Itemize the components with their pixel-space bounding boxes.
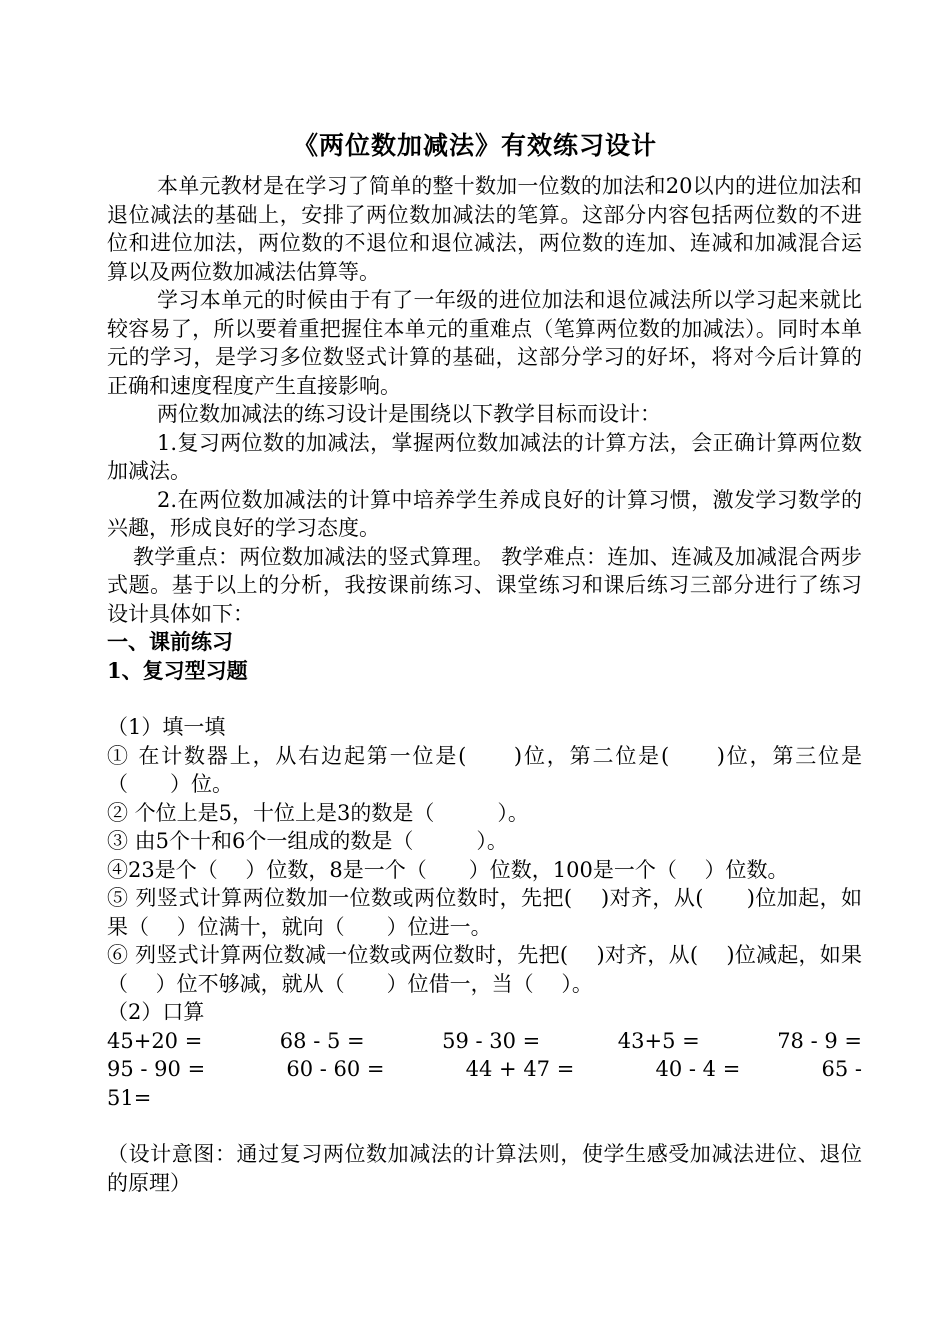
fill-item-6: ⑥ 列竖式计算两位数减一位数或两位数时，先把( )对齐，从( )位减起，如果（ ）位不够减，就从（ ）位借一，当（ ）。 <box>107 943 862 996</box>
intro-paragraph-2: 学习本单元的时候由于有了一年级的进位加法和退位减法所以学习起来就比较容易了，所以要着重把握住本单元的重难点（笔算两位数的加减法）。同时本单元的学习，是学习多位数竖式计算的基础，这部分学习的好坏，将对今后计算的正确和速度程度产生直接影响。 <box>107 288 862 398</box>
fill-item-4: ④23是个（ ）位数，8是一个（ ）位数，100是一个（ ）位数。 <box>107 857 789 882</box>
oral-problem: 95 - 90 = <box>107 1057 206 1081</box>
fill-item-3: ③ 由5个十和6个一组成的数是（ ）。 <box>107 829 508 853</box>
oral-row-2 <box>107 1055 862 1084</box>
goal-item-1: 1.复习两位数的加减法，掌握两位数加减法的计算方法，会正确计算两位数加减法。 <box>107 430 862 483</box>
fill-title: （1）填一填 <box>107 715 226 739</box>
section-heading: 一、课前练习 <box>107 629 233 654</box>
oral-problem: 45+20 = <box>107 1028 203 1053</box>
intro-paragraph-1: 本单元教材是在学习了简单的整十数加一位数的加法和20以内的进位加法和退位减法的基础上，安排了两位数加减法的笔算。这部分内容包括两位数的不进位和进位加法，两位数的不退位和退位减法，两位数的连加、连减和加减混合运算以及两位数加减法估算等。 <box>107 174 862 284</box>
blank-line <box>107 685 862 713</box>
fill-item-2: ② 个位上是5，十位上是3的数是（ ）。 <box>107 800 529 825</box>
oral-title: （2）口算 <box>107 1000 205 1024</box>
goal-intro-paragraph: 两位数加减法的练习设计是围绕以下教学目标而设计： <box>157 402 661 426</box>
fill-item-1: ① 在计数器上，从右边起第一位是( )位，第二位是( )位，第三位是（ ）位。 <box>107 743 862 796</box>
oral-row-3: 51= <box>107 1085 152 1110</box>
oral-problem: 78 - 9 = <box>777 1028 862 1053</box>
oral-problem: 60 - 60 = <box>286 1057 385 1081</box>
oral-problem: 65 - <box>821 1057 862 1081</box>
oral-problem: 59 - 30 = <box>442 1028 541 1053</box>
sub-heading: 1、复习型习题 <box>107 657 248 683</box>
fill-item-5: ⑤ 列竖式计算两位数加一位数或两位数时，先把( )对齐，从( )位加起，如果（ ）位满十，就向（ ）位进一。 <box>107 886 862 939</box>
goal-item-2: 2.在两位数加减法的计算中培养学生养成良好的计算习惯，激发学习数学的兴趣，形成良好的学习态度。 <box>107 487 862 540</box>
design-note: （设计意图：通过复习两位数加减法的计算法则，使学生感受加减法进位、退位的原理） <box>107 1142 862 1195</box>
oral-problem: 43+5 = <box>617 1028 700 1053</box>
oral-problem: 68 - 5 = <box>279 1028 365 1053</box>
oral-problem: 44 + 47 = <box>465 1057 575 1081</box>
oral-problem: 40 - 4 = <box>655 1057 741 1081</box>
document-body <box>107 172 862 1197</box>
oral-row-1 <box>107 1027 862 1056</box>
document-title: 《两位数加减法》有效练习设计 <box>292 131 657 160</box>
key-points-paragraph: 教学重点：两位数加减法的竖式算理。 教学难点：连加、连减及加减混合两步式题。基于以上的分析，我按课前练习、课堂练习和课后练习三部分进行了练习设计具体如下： <box>107 544 862 626</box>
